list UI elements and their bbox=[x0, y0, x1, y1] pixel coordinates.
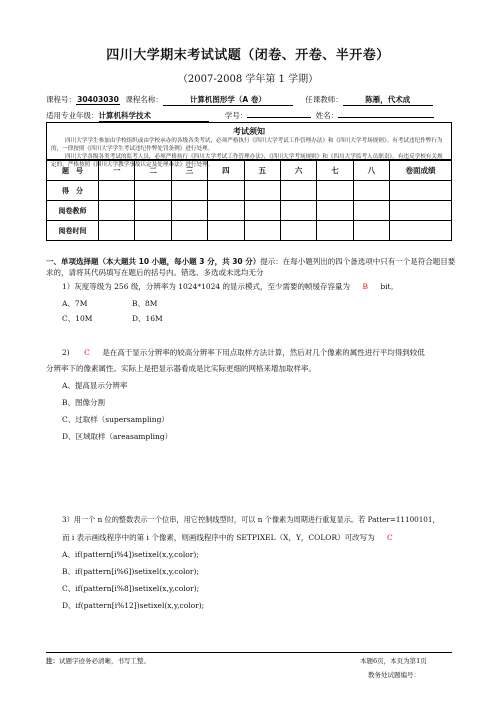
header-cell: 七 bbox=[317, 161, 353, 181]
q2-option-a: A、提高显示分辨率 bbox=[62, 381, 128, 390]
q1-option-b: B、8M bbox=[132, 299, 158, 308]
course-no-label: 课程号： bbox=[46, 95, 76, 104]
score-cell[interactable] bbox=[390, 221, 452, 241]
q1-option-c: C、10M bbox=[62, 314, 93, 323]
q2-number: 2) bbox=[62, 348, 70, 357]
notice-paragraph-2: 四川大学各级各类考试的监考人员，必须严格执行《四川大学考试工作管理办法》、《四川大学考场规则》和《四川大学监考人员职责》。有违反学校有关规定的，严格按照《四川大学教学事故认定及处理办法》进行处理。 bbox=[51, 154, 443, 168]
q1-answer: B bbox=[362, 282, 368, 291]
row-label: 阅卷教师 bbox=[47, 201, 99, 221]
header-cell: 二 bbox=[135, 161, 171, 181]
exam-notice-box bbox=[46, 122, 452, 168]
row-label: 阅卷时间 bbox=[47, 221, 99, 241]
q2-option-b: B、图像分割 bbox=[62, 398, 106, 407]
score-cell[interactable] bbox=[99, 221, 135, 241]
score-cell[interactable] bbox=[244, 201, 280, 221]
header-cell: 一 bbox=[99, 161, 135, 181]
notice-paragraph-1: 四川大学学生参加由学校组织或由学校承办的各级各类考试，必须严格执行《四川大学考试工作管理办法》和《四川大学考场规则》。有考试违纪作弊行为的，一律按照《四川大学学生考试违纪作弊处罚条例》进行处理。 bbox=[51, 138, 443, 152]
score-cell[interactable] bbox=[99, 201, 135, 221]
q2-text-1: 是在高于显示分辨率的较高分辨率下用点取样方法计算，然后对几个像素的属性进行平均得到较低 bbox=[102, 348, 425, 357]
grader-row bbox=[47, 201, 452, 221]
header-cell: 三 bbox=[171, 161, 207, 181]
header-cell: 八 bbox=[353, 161, 389, 181]
header-cell: 题 号 bbox=[47, 161, 99, 181]
score-cell[interactable] bbox=[317, 201, 353, 221]
score-cell[interactable] bbox=[317, 181, 353, 201]
header-cell: 五 bbox=[244, 161, 280, 181]
score-cell[interactable] bbox=[280, 181, 316, 201]
name-label: 姓名： bbox=[315, 111, 339, 120]
section-1-tip: 提示：在每小题列出的四个备选项中只有一个是符合题目要求的，请将其代码填写在题后的括号内。错选、多选或未选均无分 bbox=[46, 257, 456, 277]
score-cell[interactable] bbox=[99, 181, 135, 201]
q3-answer: C bbox=[386, 533, 393, 542]
footer-note bbox=[46, 656, 150, 665]
score-cell[interactable] bbox=[353, 221, 389, 241]
score-cell[interactable] bbox=[208, 221, 244, 241]
info-row-1 bbox=[46, 94, 433, 106]
notice-title: 考试须知 bbox=[233, 126, 265, 136]
score-cell[interactable] bbox=[208, 201, 244, 221]
course-name-value: 计算机图形学（A 卷） bbox=[163, 94, 293, 106]
major-label: 适用专业年级： bbox=[46, 111, 99, 120]
score-header-row bbox=[47, 161, 452, 181]
footer-exam-code: 教务处试题编号： bbox=[368, 671, 420, 679]
q2-option-d: D、区域取样（areasampling） bbox=[62, 432, 173, 441]
q1-option-a: A、7M bbox=[62, 299, 88, 308]
q3-text-1: 3）用一个 n 位的整数表示一个位串，用它控制线型时，可以 n 个像素为周期进行重复显示。若 Patter=11100101， bbox=[62, 515, 440, 524]
section-1-heading: 一、单项选择题（本大题共 10 小题，每小题 3 分，共 30 分） bbox=[46, 257, 261, 266]
score-cell[interactable] bbox=[280, 221, 316, 241]
row-label: 得 分 bbox=[47, 181, 99, 201]
score-cell[interactable] bbox=[135, 221, 171, 241]
footer-divider bbox=[46, 652, 452, 653]
exam-subtitle: （2007-2008 学年第 1 学期） bbox=[177, 74, 319, 85]
score-table bbox=[46, 160, 452, 241]
footer-note-text: 试题字迹务必清晰，书写工整。 bbox=[59, 657, 150, 665]
name-field[interactable] bbox=[338, 117, 434, 118]
course-name-label: 课程名称： bbox=[125, 95, 163, 104]
score-cell[interactable] bbox=[135, 201, 171, 221]
score-cell[interactable] bbox=[135, 181, 171, 201]
grading-time-row bbox=[47, 221, 452, 241]
score-row bbox=[47, 181, 452, 201]
q3-text-2: 而 i 表示画线程序中的第 i 个像素，则画线程序中的 SETPIXEL（X，Y，COLOR）可改写为 bbox=[62, 533, 375, 542]
major-value: 计算机科学技术 bbox=[99, 110, 209, 122]
q3-option-b: B、if(pattern[i%6])setixel(x,y,color); bbox=[62, 567, 199, 576]
question-3 bbox=[62, 532, 393, 543]
q3-option-a: A、if(pattern[i%4])setixel(x,y,color); bbox=[62, 550, 199, 559]
score-cell[interactable] bbox=[208, 181, 244, 201]
question-1 bbox=[62, 281, 398, 292]
header-cell: 四 bbox=[208, 161, 244, 181]
header-cell: 卷面成绩 bbox=[390, 161, 452, 181]
score-cell[interactable] bbox=[171, 201, 207, 221]
student-no-label: 学号： bbox=[224, 111, 248, 120]
score-cell[interactable] bbox=[244, 221, 280, 241]
teacher-label: 任课教师： bbox=[305, 95, 343, 104]
footer-pages: 本题6页，本页为第1页 bbox=[360, 657, 427, 665]
q3-option-d: D、if(pattern[i%12])setixel(x,y,color); bbox=[62, 601, 205, 610]
score-cell[interactable] bbox=[171, 181, 207, 201]
q2-option-c: C、过取样（supersampling） bbox=[62, 415, 169, 424]
score-cell[interactable] bbox=[244, 181, 280, 201]
student-no-field[interactable] bbox=[247, 117, 311, 118]
q2-answer: C bbox=[84, 348, 90, 357]
info-row-2 bbox=[46, 110, 434, 122]
score-cell[interactable] bbox=[390, 201, 452, 221]
score-cell[interactable] bbox=[317, 221, 353, 241]
score-cell[interactable] bbox=[353, 181, 389, 201]
course-no-value: 30403030 bbox=[77, 95, 119, 104]
section-1-intro bbox=[46, 256, 456, 278]
footer-note-label: 注： bbox=[46, 657, 59, 665]
question-2 bbox=[62, 347, 425, 358]
score-cell[interactable] bbox=[280, 201, 316, 221]
q3-option-c: C、if(pattern[i%8])setixel(x,y,color); bbox=[62, 584, 200, 593]
q1-option-d: D、16M bbox=[132, 314, 163, 323]
score-cell[interactable] bbox=[353, 201, 389, 221]
exam-title: 四川大学期末考试试题（闭卷、开卷、半开卷） bbox=[106, 48, 390, 63]
q2-text-2: 分辨率下的像素属性。实际上是把显示器看成是比实际更细的网格来增加取样率。 bbox=[46, 364, 316, 373]
q1-text: 1）灰度等级为 256 级，分辨率为 1024*1024 的显示模式，至少需要的帧缓存容量为 bbox=[62, 282, 351, 291]
score-cell[interactable] bbox=[171, 221, 207, 241]
teacher-value: 陈雁，代术成 bbox=[343, 94, 433, 106]
score-cell[interactable] bbox=[390, 181, 452, 201]
header-cell: 六 bbox=[280, 161, 316, 181]
q1-text-end: bit。 bbox=[380, 282, 399, 291]
